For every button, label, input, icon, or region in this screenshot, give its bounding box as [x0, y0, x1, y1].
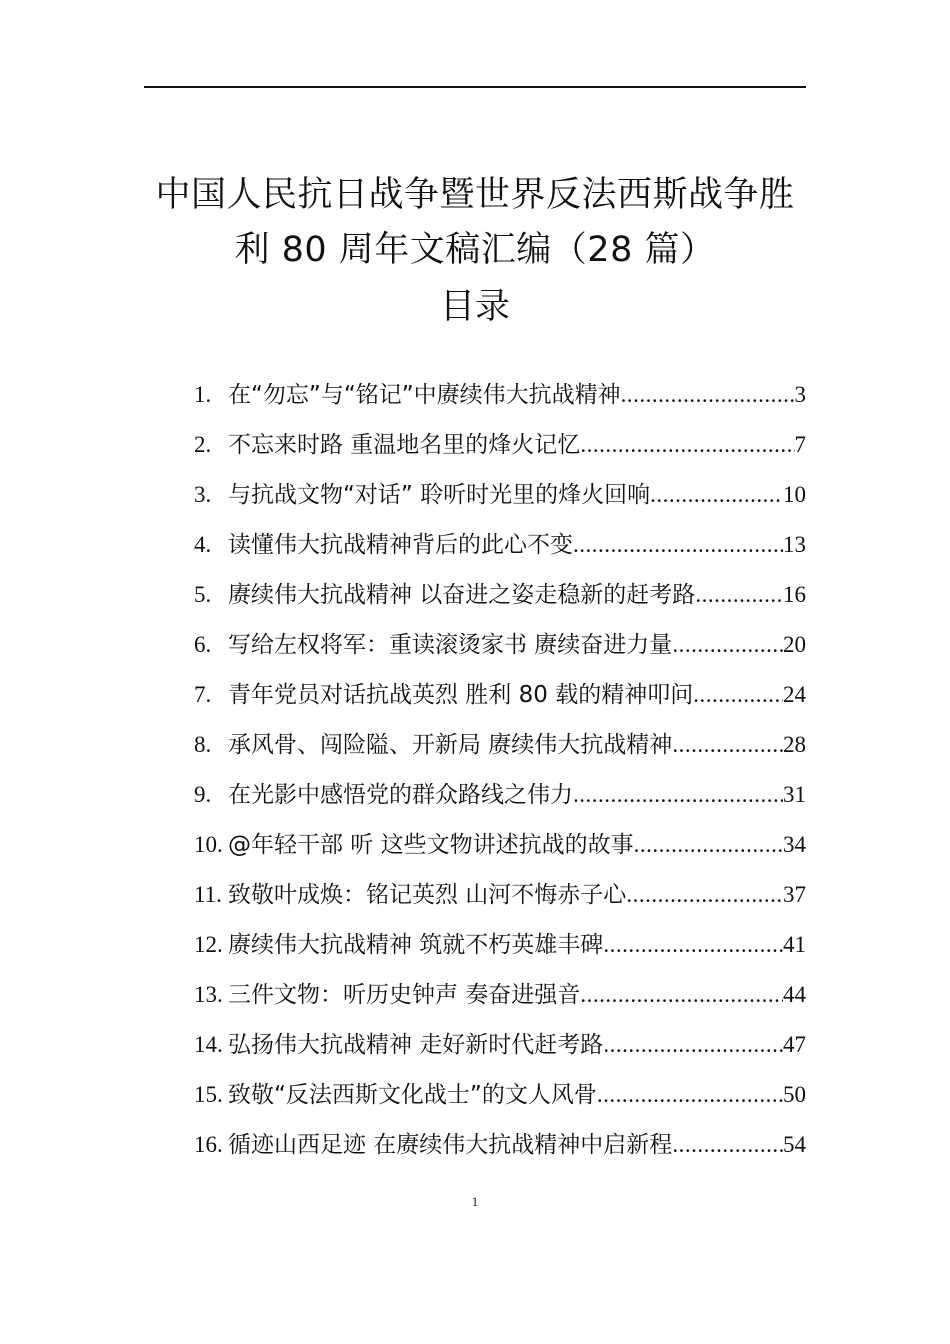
toc-entry-title: 致敬叶成焕：铭记英烈 山河不悔赤子心: [228, 882, 627, 908]
toc-entry-number: 9.: [194, 782, 212, 807]
toc-entry-9[interactable]: [194, 770, 806, 820]
toc-entry-1[interactable]: [194, 370, 806, 420]
toc-entry-page: 10: [783, 482, 806, 507]
toc-entry-number: 1.: [194, 382, 212, 407]
document-title-block: [120, 168, 830, 335]
toc-entry-title: 三件文物：听历史钟声 奏奋进强音: [228, 982, 581, 1008]
toc-entry-title: 承风骨、闯险隘、开新局 赓续伟大抗战精神: [228, 732, 673, 758]
toc-entry-title: 读懂伟大抗战精神背后的此心不变: [228, 532, 573, 558]
toc-entry-number: 7.: [194, 682, 212, 707]
toc-entry-page: 37: [783, 882, 806, 907]
toc-entry-12[interactable]: [194, 920, 806, 970]
toc-entry-page: 28: [783, 732, 806, 757]
toc-entry-number: 3.: [194, 482, 212, 507]
toc-dot-leader: [603, 920, 783, 970]
toc-dot-leader: [650, 470, 783, 520]
toc-entry-page: 31: [783, 782, 806, 807]
toc-entry-number: 16.: [194, 1132, 223, 1157]
document-title-line-1: 中国人民抗日战争暨世界反法西斯战争胜: [155, 175, 795, 215]
toc-entry-title: @年轻干部 听 这些文物讲述抗战的故事: [228, 832, 634, 858]
toc-entry-page: 41: [783, 932, 806, 957]
toc-dot-leader: [626, 870, 783, 920]
toc-entry-title: 赓续伟大抗战精神 以奋进之姿走稳新的赶考路: [228, 582, 696, 608]
toc-entry-number: 15.: [194, 1082, 223, 1107]
toc-entry-page: 50: [783, 1082, 806, 1107]
toc-entry-16[interactable]: [194, 1120, 806, 1170]
toc-entry-11[interactable]: [194, 870, 806, 920]
toc-entry-number: 5.: [194, 582, 212, 607]
toc-entry-number: 12.: [194, 932, 223, 957]
toc-entry-4[interactable]: [194, 520, 806, 570]
toc-heading: 目录: [439, 287, 510, 327]
toc-dot-leader: [580, 970, 783, 1020]
toc-entry-2[interactable]: [194, 420, 806, 470]
table-of-contents: [194, 370, 806, 1170]
toc-entry-number: 8.: [194, 732, 212, 757]
toc-entry-number: 10.: [194, 832, 223, 857]
toc-entry-page: 24: [783, 682, 806, 707]
toc-entry-page: 20: [783, 632, 806, 657]
toc-dot-leader: [672, 620, 783, 670]
toc-entry-page: 47: [783, 1032, 806, 1057]
toc-dot-leader: [573, 520, 783, 570]
toc-dot-leader: [695, 570, 783, 620]
toc-entry-5[interactable]: [194, 570, 806, 620]
toc-entry-page: 44: [783, 982, 806, 1007]
toc-entry-page: 7: [794, 432, 806, 457]
toc-entry-title: 赓续伟大抗战精神 筑就不朽英雄丰碑: [228, 932, 604, 958]
toc-entry-title: 在光影中感悟党的群众路线之伟力: [228, 782, 573, 808]
toc-entry-number: 4.: [194, 532, 212, 557]
toc-entry-15[interactable]: [194, 1070, 806, 1120]
toc-dot-leader: [672, 720, 783, 770]
toc-dot-leader: [603, 1020, 783, 1070]
toc-entry-number: 14.: [194, 1032, 223, 1057]
document-title-line-2: 利 80 周年文稿汇编（28 篇）: [234, 230, 716, 270]
toc-dot-leader: [621, 370, 795, 420]
toc-entry-page: 16: [783, 582, 806, 607]
toc-entry-title: 与抗战文物“对话” 聆听时光里的烽火回响: [228, 482, 651, 508]
toc-entry-title: 写给左权将军：重读滚烫家书 赓续奋进力量: [228, 632, 673, 658]
toc-entry-page: 3: [794, 382, 806, 407]
toc-dot-leader: [580, 420, 794, 470]
toc-entry-page: 54: [783, 1132, 806, 1157]
toc-dot-leader: [672, 1120, 783, 1170]
toc-entry-page: 34: [783, 832, 806, 857]
toc-entry-title: 弘扬伟大抗战精神 走好新时代赶考路: [228, 1032, 604, 1058]
toc-entry-8[interactable]: [194, 720, 806, 770]
toc-entry-number: 2.: [194, 432, 212, 457]
toc-entry-title: 循迹山西足迹 在赓续伟大抗战精神中启新程: [228, 1132, 673, 1158]
page-number: 1: [471, 1194, 479, 1209]
toc-entry-7[interactable]: [194, 670, 806, 720]
header-rule: [144, 86, 806, 88]
toc-entry-number: 13.: [194, 982, 223, 1007]
toc-entry-title: 不忘来时路 重温地名里的烽火记忆: [228, 432, 581, 458]
toc-entry-number: 11.: [194, 882, 222, 907]
toc-entry-6[interactable]: [194, 620, 806, 670]
toc-entry-13[interactable]: [194, 970, 806, 1020]
toc-dot-leader: [597, 1070, 783, 1120]
toc-entry-3[interactable]: [194, 470, 806, 520]
toc-entry-14[interactable]: [194, 1020, 806, 1070]
toc-entry-title: 致敬“反法西斯文化战士”的文人风骨: [228, 1082, 597, 1108]
toc-dot-leader: [693, 670, 783, 720]
toc-entry-page: 13: [783, 532, 806, 557]
toc-entry-title: 青年党员对话抗战英烈 胜利 80 载的精神叩问: [228, 682, 694, 708]
toc-entry-number: 6.: [194, 632, 212, 657]
toc-dot-leader: [573, 770, 783, 820]
toc-entry-title: 在“勿忘”与“铭记”中赓续伟大抗战精神: [228, 382, 621, 408]
toc-entry-10[interactable]: [194, 820, 806, 870]
toc-dot-leader: [634, 820, 783, 870]
